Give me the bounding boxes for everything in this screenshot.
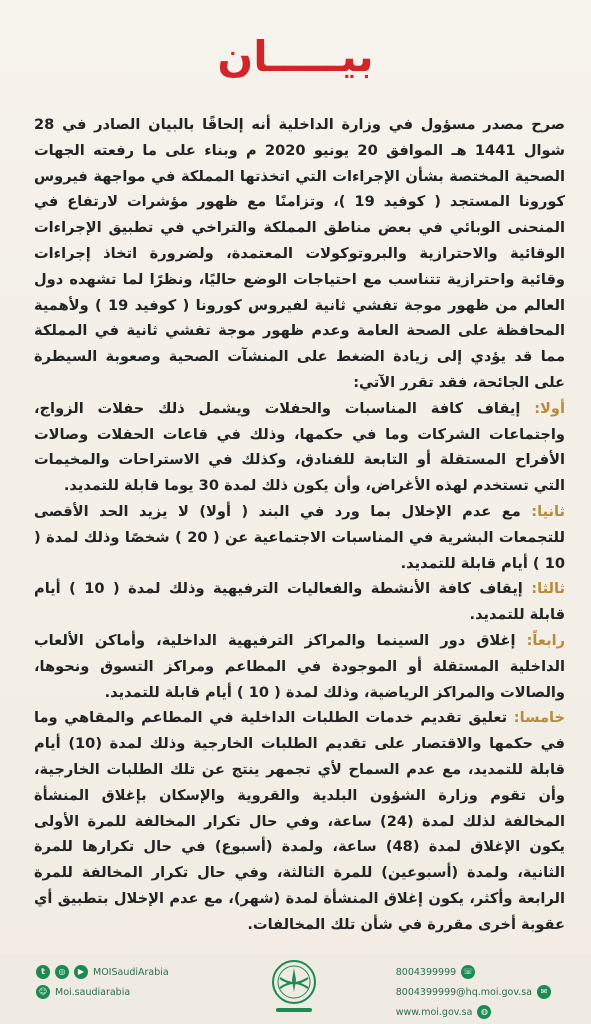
- item-5-text: تعليق تقديم خدمات الطلبات الداخلية في المطاعم والمقاهي وما في حكمها والاقتصار على تقديم الطلبات الخارجية وذلك لمدة (10) أيام قابلة للتمديد، مع عدم السماح لأي تجمهر ينتج عن تلك الطلبات الخارجية، وأن تقوم وزارة الشؤون البلدية والقروية والإسكان بإغلاق المنشأة المخالفة لذلك لمدة (24) ساعة، وفي حال تكرار المخالفة للمرة الأولى يكون الإغلاق لمدة (48) ساعة، ولمدة (أسبوع) في حال تكرارها للمرة الثانية، ولمدة (أسبوعين) للمرة الثالثة، وفي حال تكرار المخالفة للمرة الرابعة وأكثر، يكون إغلاق المنشأة لمدة (شهر)، مع عدم الإخلال بتطبيق أي عقوبة أخرى مقررة في شأن تلك المخالفات.: [34, 709, 565, 933]
- contact-info: [396, 962, 551, 1022]
- website-url[interactable]: www.moi.gov.sa: [395, 1006, 473, 1018]
- ministry-emblem: [266, 958, 322, 1018]
- item-3-text: إيقاف كافة الأنشطة والفعاليات الترفيهية وذلك لمدة ( 10 ) أيام قابلة للتمديد.: [34, 580, 565, 624]
- instagram-icon[interactable]: ◎: [55, 965, 69, 979]
- social-row-2: [36, 982, 169, 1002]
- web-icon: ◍: [477, 1005, 491, 1019]
- item-1-label: أولا:: [534, 399, 565, 417]
- item-3-label: ثالثا:: [531, 580, 565, 598]
- item-4-text: إغلاق دور السينما والمراكز الترفيهية الداخلية، وأماكن الألعاب الداخلية المستقلة أو الموجودة في المطاعم ومراكز التسوق ونحوها، والصالات والمراكز الرياضية، وذلك لمدة ( 10 ) أيام قابلة للتمديد.: [34, 631, 565, 701]
- item-2-label: ثانيا:: [531, 502, 565, 520]
- item-2: [34, 499, 565, 576]
- phone-number[interactable]: 8004399999: [395, 966, 457, 978]
- email-address[interactable]: 8004399999@hq.moi.gov.sa: [395, 986, 532, 998]
- contact-row-email: [396, 982, 551, 1002]
- item-4: [34, 628, 565, 705]
- item-1-text: إيقاف كافة المناسبات والحفلات ويشمل ذلك حفلات الزواج، واجتماعات الشركات وما في حكمها، وذلك في قاعات الحفلات وصالات الأفراح المستقلة أو التابعة للفنادق، وكذلك في الاستراحات والمخيمات التي تستخدم لهذه الأغراض، وأن يكون ذلك لمدة 30 يوما قابلة للتمديد.: [34, 399, 565, 495]
- social-handle-main[interactable]: MOISaudiArabia: [93, 966, 169, 978]
- item-5-label: خامسا:: [513, 709, 565, 727]
- item-5: [34, 705, 565, 937]
- social-row-1: [36, 962, 169, 982]
- item-1: [34, 396, 565, 499]
- whatsapp-icon: ☏: [461, 965, 475, 979]
- item-4-label: رابعاً:: [526, 631, 565, 649]
- intro-paragraph: صرح مصدر مسؤول في وزارة الداخلية أنه إلحاقًا بالبيان الصادر في 28 شوال 1441 هـ الموافق 20 يونيو 2020 م وبناء على ما رفعته الجهات الصحية المختصة بشأن الإجراءات التي اتخذتها المملكة في مواجهة فيروس كورونا المستجد ( كوفيد 19 )، وتزامنًا مع ظهور مؤشرات لارتفاع في المنحنى الوبائي في بعض مناطق المملكة والتراخي في تطبيق الإجراءات الوقائية والاحترازية والبروتوكولات المعتمدة، ولضرورة اتخاذ إجراءات وقائية واحترازية تتناسب مع احتياجات الوضع حاليًا، ونظرًا لما تشهده دول العالم من ظهور موجة تفشي ثانية لفيروس كورونا ( كوفيد 19 ) ولأهمية المحافظة على الصحة العامة وعدم ظهور موجة تفشي ثانية في المملكة مما قد يؤدي إلى زيادة الضغط على المنشآت الصحية وصعوبة السيطرة على الجائحة، فقد تقرر الآتي:: [34, 116, 566, 391]
- contact-row-web: [396, 1002, 551, 1022]
- contact-row-phone: [396, 962, 551, 982]
- item-3: [34, 576, 565, 628]
- youtube-icon[interactable]: ▶: [74, 965, 88, 979]
- email-icon: ✉: [537, 985, 551, 999]
- page-title: بيـــــان: [217, 32, 374, 81]
- social-links: [36, 962, 169, 1002]
- social-handle-snap[interactable]: Moi.saudiarabia: [55, 986, 131, 998]
- snapchat-icon[interactable]: ☺: [36, 985, 50, 999]
- twitter-icon[interactable]: t: [36, 965, 50, 979]
- statement-body: [34, 112, 565, 938]
- item-2-text: مع عدم الإخلال بما ورد في البند ( أولا) لا يزيد الحد الأقصى للتجمعات البشرية في المناسبات الاجتماعية عن ( 20 ) شخصًا وذلك لمدة ( 10 ) أيام قابلة للتمديد.: [34, 502, 565, 572]
